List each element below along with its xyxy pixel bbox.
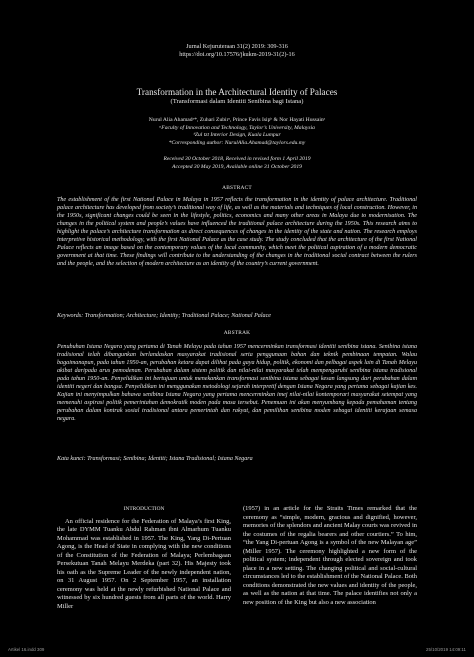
- keywords: Keywords: Transformation; Architecture; Identity; Traditional Palace; National Palace: [57, 313, 271, 319]
- article-title: Transformation in the Architectural Identity of Palaces: [136, 87, 338, 97]
- corresponding-author: *Corresponding author: NurulAlia.Ahamad@taylors.edu.my: [168, 140, 306, 146]
- affiliation-b: ᵇZul tzt Interior Design, Kuala Lumpur: [193, 132, 281, 138]
- affiliation-a: ᵃFaculty of Innovation and Technology, Taylor’s University, Malaysia: [159, 125, 315, 131]
- abstrak-heading: ABSTRAK: [223, 330, 251, 336]
- footer-file-info: Artikel 16.indd 309: [8, 647, 45, 652]
- received-dates: Received 30 October 2018, Received in revised form 1 April 2019: [163, 156, 311, 162]
- abstract-heading: ABSTRACT: [222, 185, 252, 191]
- right-column: [243, 505, 417, 607]
- introduction-paragraph-left: An official residence for the Federation of Malaya’s first King, the late DYMM Tuanku Abdul Rahman ibni Almarhum Tuanku Mohammad was established in 1957. The King, Yang Di-Pertuan Agong, is the Head of State in complying with the new conditions of the Constitution of the Federation of Malaya; Perlembagaan Persekutuan Tanah Melayu Merdeka (part 32). His Majesty took his oath as the Supreme Leader of the newly independent nation, on 31 August 1957. On 2 September 1957, an installation ceremony was held at the newly refurbished National Palace and witnessed by six hundred guests from all parts of the world. Harry Miller: [57, 517, 231, 610]
- accepted-dates: Accepted 30 May 2019, Available online 31 October 2019: [172, 164, 302, 170]
- left-column: [57, 505, 231, 611]
- journal-citation: Jurnal Kejuruteraan 31(2) 2019: 309-316: [186, 43, 288, 50]
- doi-link[interactable]: https://doi.org/10.17576/jkukm-2019-31(2)-16: [179, 51, 295, 58]
- introduction-heading: INTRODUCTION: [123, 506, 165, 512]
- kata-kunci: Kata kunci: Transformasi; Senibina; Identiti; Istana Tradisional; Istana Negara: [57, 456, 253, 462]
- author-names: Nurul Alia Ahamadᵃ*, Zuhari Zubirᵃ, Prince Favis Isipᵇ & Nor Hayati Hussainᵃ: [148, 117, 326, 123]
- abstrak-text: Penubuhan Istana Negara yang pertama di Tanah Melayu pada tahun 1957 mencerminkan transformasi identiti senibina istana. Senibina istana tradisional telah dibangunkan berlandaskan masyarakat tradisional serta penggunaan bahan dan teknik pembinaan tempatan. Walau bagaimanapun, pada tahun 1950-an, perubahan ketara dapat dilihat pada gaya hidup, politik, ekonomi dan pelbagai aspek lain di Tanah Melayu akibat daripada arus pemodenan. Perubahan dalam sistem politik dan nilai-nilai masyarakat telah mempengaruhi senibina istana tradisional pada tahun 1950-an. Penyelidikan ini bertujuan untuk menekankan transformasi senibina istana sebagai kesan langsung dari perubahan dalam identiti negeri dan bangsa. Penyelidikan ini menggunakan metodologi sejarah interpretif dengan Istana Negara yang pertama sebagai kajian kes. Kajian ini menyimpulkan bahawa senibina Istana Negara yang pertama mencerminkan imej nilai-nilai kontemporari masyarakat setempat yang memenuhi aspirasi politik pemerintahan demokratik moden pada masa tersebut. Penemuan ini akan menyumbang kepada pemahaman tentang perubahan dalam kontrak sosial tradisional antara pemerintah dan rakyat, dan pemilihan senibina moden sebagai identiti kerajaan semasa negara.: [57, 344, 417, 423]
- introduction-paragraph-right: (1957) in an article for the Straits Times remarked that the ceremony as “simple, modern, gracious and dignified, however, memories of the splendors and ancient Malay courts was revived in the costumes of the regalia bearers and other courtiers.” To him, “the Yang Di-pertuan Agong is a symbol of the new Malayan age” (Miller 1957). The ceremony highlighted a new form of the political system; independent through elected sovereign and took place in a new setting. The changing political and social-cultural circumstances led to the establishment of the National Palace. Both conditions demonstrated the new values and identity of the people, as well as the nation at that time. The palace identifies not only a new position of the King but also a new association: [243, 505, 417, 606]
- article-subtitle: (Transformasi dalam Identiti Senibina bagi Istana): [170, 98, 304, 105]
- footer-timestamp: 25/10/2019 14:09:11: [426, 647, 466, 652]
- abstract-text: The establishment of the first National Palace in Malaya in 1957 reflects the transformation in the identity of palace architecture. Traditional palace architecture has developed from society’s traditional way of life, as well as the materials and techniques of local construction. However, in the 1950s, significant changes could be seen in the lifestyle, politics, economics and many other areas in Malaya due to modernisation. The changes in the political system and people’s values have influenced the traditional palace architecture during the 1950s. This research aims to highlight the palace’s architecture transformation as direct consequences of changes in the identity of the state and nation. The research employs interpretive historical methodology, with the first National Palace as the case study. The study concluded that the architecture of the first National Palace reflects an image based on the contemporary values of the local community, which meet the political aspiration of a modern democratic government at that time. These findings will contribute to the understanding of the changes in the traditional social contract between the rulers and the people, and the selection of modern architecture as an identity of the country’s current government.: [57, 197, 417, 268]
